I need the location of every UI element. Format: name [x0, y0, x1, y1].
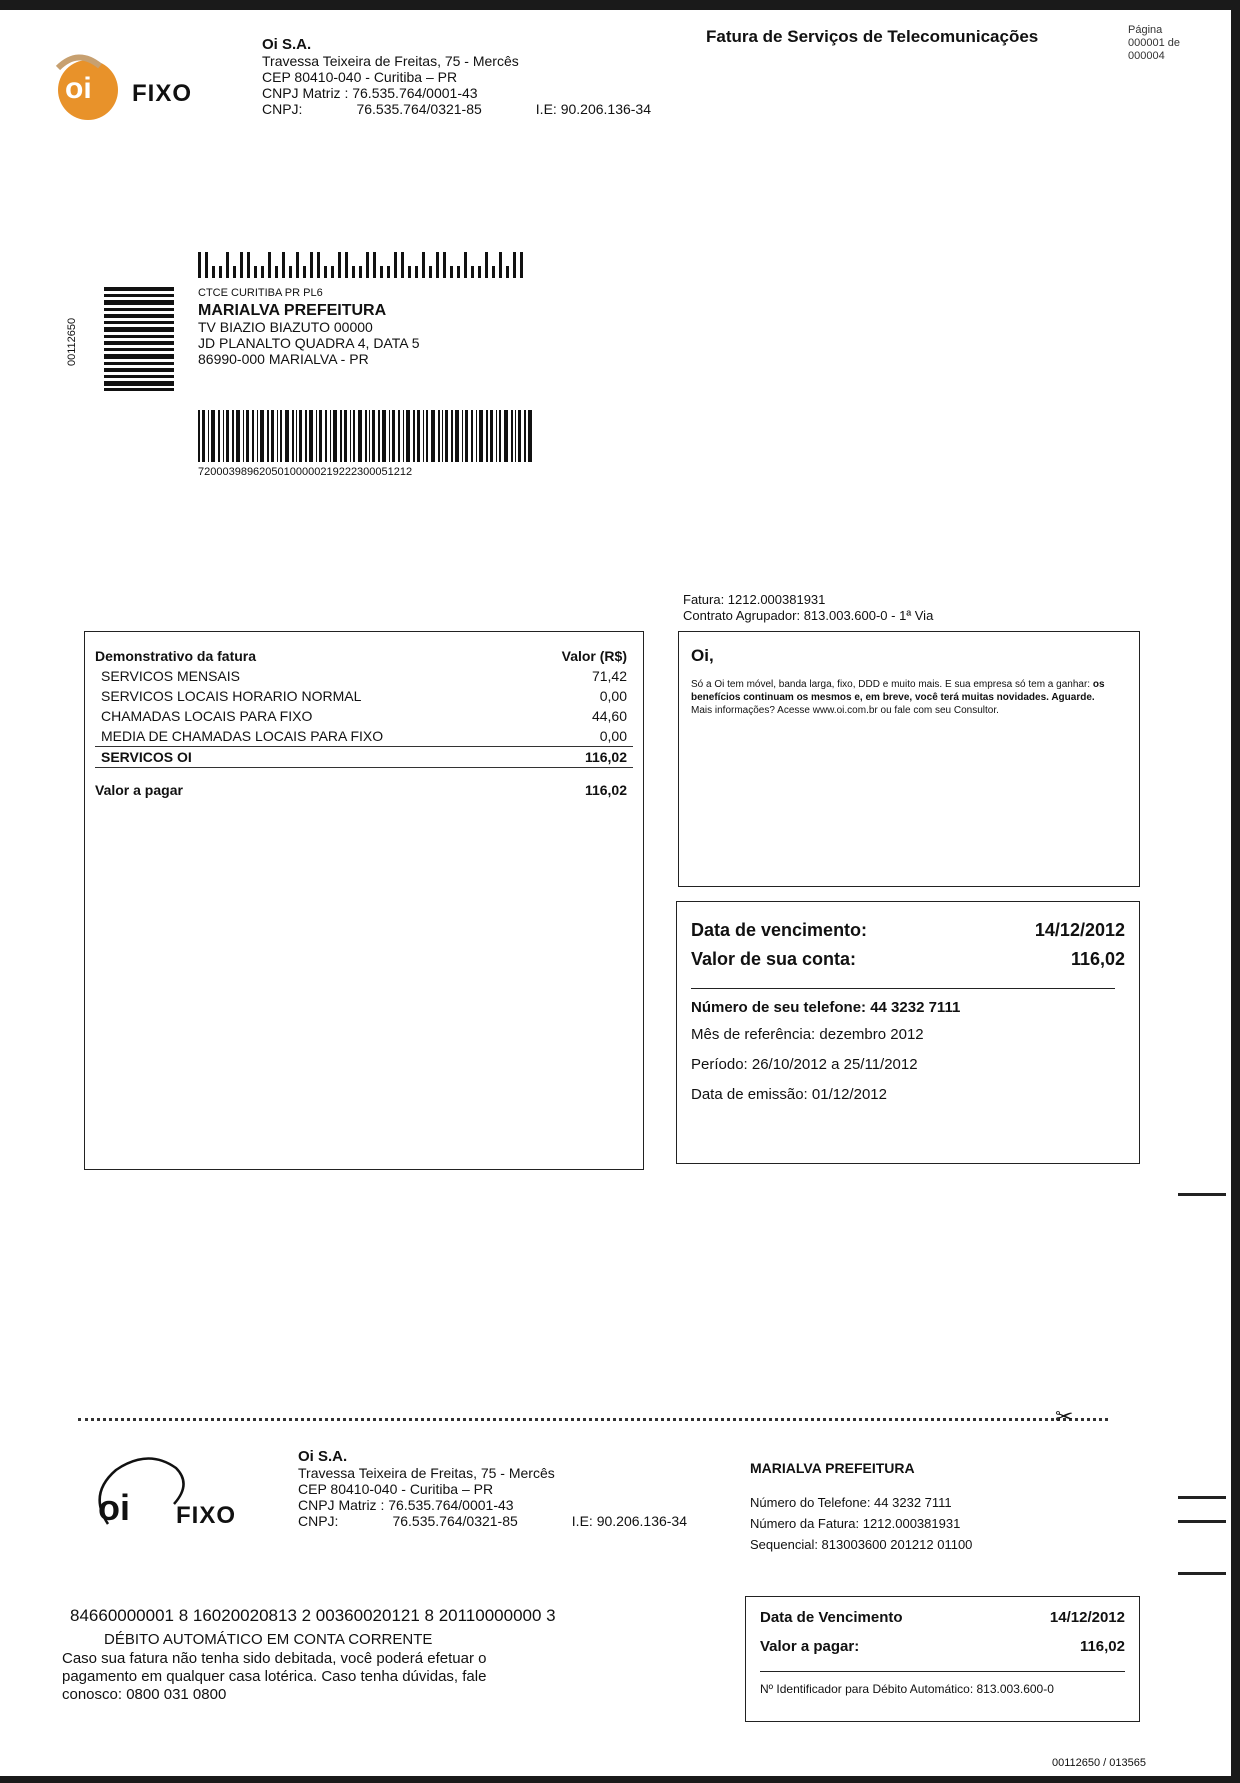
item-value: 44,60 — [591, 708, 627, 724]
document-title: Fatura de Serviços de Telecomunicações — [706, 27, 1039, 46]
item-label: SERVICOS LOCAIS HORARIO NORMAL — [101, 688, 362, 704]
slip-invoice: Número da Fatura: 1212.000381931 — [750, 1516, 961, 1531]
cut-mark — [1178, 1496, 1226, 1499]
slip-customer-name: MARIALVA PREFEITURA — [750, 1460, 915, 1476]
item-value: 0,00 — [599, 728, 627, 744]
issue-date: Data de emissão: 01/12/2012 — [691, 1086, 887, 1103]
page-total: 000004 — [1128, 50, 1165, 62]
slip-sequence: Sequencial: 813003600 201212 01100 — [750, 1537, 973, 1552]
item-value: 71,42 — [591, 668, 627, 684]
statement-title: Demonstrativo da fatura — [95, 648, 257, 664]
recipient-address — [198, 285, 419, 367]
slip-address-line1: Travessa Teixeira de Freitas, 75 - Mercês — [298, 1465, 555, 1481]
slip-company-name: Oi S.A. — [298, 1448, 348, 1465]
amount-value: 116,02 — [1070, 949, 1125, 969]
barcode-number: 72000398962050100000219222300051212 — [198, 466, 413, 478]
scan-edge-bottom — [0, 1776, 1240, 1783]
due-value: 14/12/2012 — [1034, 920, 1125, 940]
cut-mark — [1178, 1520, 1226, 1523]
message-box — [678, 631, 1140, 887]
billing-period: Período: 26/10/2012 a 25/11/2012 — [691, 1056, 918, 1073]
slip-address-line2: CEP 80410-040 - Curitiba – PR — [298, 1481, 494, 1497]
item-label: MEDIA DE CHAMADAS LOCAIS PARA FIXO — [101, 728, 384, 744]
cnpj-value: 76.535.764/0321-85 — [356, 101, 482, 117]
amount-label: Valor de sua conta: — [691, 949, 857, 969]
recipient-street: TV BIAZIO BIAZUTO 00000 — [198, 319, 373, 335]
slip-ie-number: I.E: 90.206.136-34 — [571, 1513, 687, 1529]
svg-text:oi: oi — [98, 1487, 130, 1528]
statement-box — [84, 631, 644, 1170]
page-indicator — [1128, 24, 1180, 63]
page-current: 000001 de — [1128, 37, 1180, 49]
due-row — [691, 920, 1125, 941]
digitable-line: 84660000001 8 16020020813 2 00360020121 8 20110000000 3 — [70, 1606, 556, 1625]
slip-logo-product: FIXO — [176, 1502, 237, 1529]
slip-cnpj-matriz: CNPJ Matriz : 76.535.764/0001-43 — [298, 1497, 514, 1513]
oi-logo-icon — [48, 48, 128, 128]
address-line1: Travessa Teixeira de Freitas, 75 - Mercês — [262, 53, 519, 69]
slip-amount-label: Valor a pagar: — [760, 1638, 860, 1655]
invoice-reference — [683, 592, 933, 624]
due-label: Data de vencimento: — [691, 920, 868, 940]
table-row — [95, 666, 633, 686]
slip-cnpj-label: CNPJ: — [298, 1513, 339, 1529]
item-label: CHAMADAS LOCAIS PARA FIXO — [101, 708, 313, 724]
slip-phone: Número do Telefone: 44 3232 7111 — [750, 1495, 952, 1510]
slip-cnpj-value: 76.535.764/0321-85 — [392, 1513, 518, 1529]
table-row — [95, 706, 633, 726]
slip-due-row — [760, 1609, 1125, 1626]
address-line2: CEP 80410-040 - Curitiba – PR — [262, 69, 458, 85]
item-value: 0,00 — [599, 688, 627, 704]
total-value: 116,02 — [584, 781, 627, 798]
routing-code: CTCE CURITIBA PR PL6 — [198, 287, 323, 299]
slip-amount-row — [760, 1638, 1125, 1655]
scan-edge-right — [1231, 0, 1240, 1783]
cnpj-label: CNPJ: — [262, 101, 303, 117]
contract-number: Contrato Agrupador: 813.003.600-0 - 1ª Via — [683, 608, 934, 623]
side-barcode-icon — [104, 287, 174, 396]
slip-company-address — [298, 1448, 687, 1529]
message-text-bold: os benefícios continuam os mesmos e, em breve, você terá muitas novidades. Aguarde. — [691, 679, 1105, 703]
slip-due-label: Data de Vencimento — [760, 1609, 903, 1626]
cnpj-matriz: CNPJ Matriz : 76.535.764/0001-43 — [262, 85, 478, 101]
greeting: Oi, — [691, 646, 714, 665]
total-label: Valor a pagar — [95, 781, 183, 798]
message-text2: Mais informações? Acesse www.oi.com.br ou fale com seu Consultor. — [691, 705, 999, 716]
logo-product: FIXO — [132, 80, 193, 107]
table-row — [95, 726, 633, 747]
slip-amount-value: 116,02 — [1079, 1638, 1125, 1655]
postal-barcode-icon — [198, 252, 528, 283]
subtotal-value: 116,02 — [584, 749, 627, 765]
scissors-icon: ✂ — [1055, 1404, 1074, 1429]
amount-row — [691, 949, 1125, 970]
summary-box — [676, 901, 1140, 1164]
recipient-district: JD PLANALTO QUADRA 4, DATA 5 — [198, 335, 420, 351]
message-text1: Só a Oi tem móvel, banda larga, fixo, DDD e muito mais. E sua empresa só tem a ganhar: — [691, 679, 1091, 690]
slip-due-value: 14/12/2012 — [1049, 1609, 1125, 1626]
subtotal-row — [95, 747, 633, 768]
recipient-name: MARIALVA PREFEITURA — [198, 302, 387, 319]
table-row — [95, 686, 633, 706]
item-label: SERVICOS MENSAIS — [101, 668, 241, 684]
value-header: Valor (R$) — [561, 648, 627, 664]
ie-number: I.E: 90.206.136-34 — [535, 101, 651, 117]
cut-mark — [1178, 1572, 1226, 1575]
subtotal-label: SERVICOS OI — [101, 749, 192, 765]
statement-header-row — [95, 646, 633, 666]
main-barcode-icon — [198, 410, 533, 467]
message-text — [691, 678, 1127, 717]
side-code: 00112650 — [66, 317, 78, 366]
statement-table — [95, 646, 633, 800]
slip-customer-info — [750, 1460, 972, 1555]
company-address — [262, 36, 651, 117]
slip-payment-box — [745, 1596, 1140, 1722]
debit-text: Caso sua fatura não tenha sido debitada, você poderá efetuar o pagamento em qualquer casa lotérica. Caso tenha dúvidas, fale conosco: 0800 031 0800 — [62, 1650, 487, 1703]
invoice-number: Fatura: 1212.000381931 — [683, 592, 826, 607]
scan-edge-top — [0, 0, 1240, 10]
company-name: Oi S.A. — [262, 36, 312, 53]
debit-identifier: Nº Identificador para Débito Automático: 813.003.600-0 — [760, 1682, 1054, 1696]
reference-month: Mês de referência: dezembro 2012 — [691, 1026, 924, 1043]
phone-number: Número de seu telefone: 44 3232 7111 — [691, 999, 961, 1016]
recipient-city: 86990-000 MARIALVA - PR — [198, 351, 369, 367]
debit-title: DÉBITO AUTOMÁTICO EM CONTA CORRENTE — [104, 1631, 433, 1648]
logo-brand: oi — [65, 72, 92, 105]
page-label: Página — [1128, 24, 1163, 36]
footer-code: 00112650 / 013565 — [1052, 1757, 1146, 1769]
cut-line — [78, 1418, 1108, 1421]
cut-mark — [1178, 1193, 1226, 1196]
total-row — [95, 780, 633, 800]
